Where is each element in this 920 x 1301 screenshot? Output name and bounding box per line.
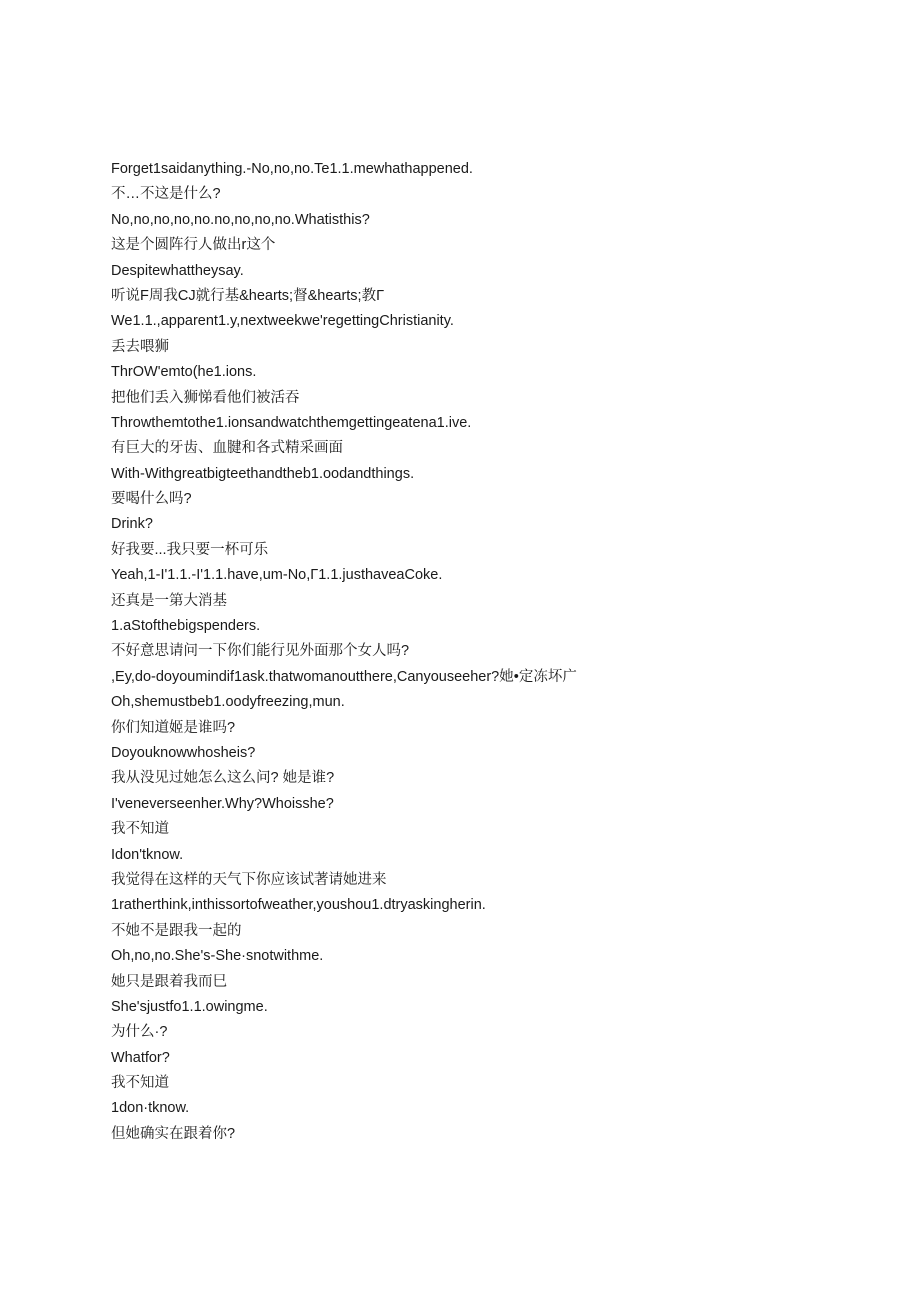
text-line: 但她确实在跟着你? (111, 1125, 236, 1142)
text-line: 我不知道 (111, 821, 169, 838)
text-line: 还真是一第大消基 (111, 592, 227, 609)
text-line: 这是个圆阵行人做出r这个 (111, 237, 276, 254)
text-line: 有巨大的牙齿、血腱和各式精采画面 (111, 440, 343, 457)
text-line: 1don·tknow. (111, 1100, 190, 1117)
text-line: Doyouknowwhosheis? (111, 744, 256, 761)
text-line: ThrOW'emto(he1.ions. (111, 364, 257, 381)
text-line: 1.aStofthebigspenders. (111, 618, 261, 635)
text-line: Whatfor? (111, 1049, 170, 1066)
text-line: ,Ey,do-doyoumindif1ask.thatwomanoutthere,Canyouseeher?她•定冻坏广 (111, 668, 577, 685)
text-line: 要喝什么吗? (111, 491, 192, 508)
text-line: Oh,no,no.She's-She·snotwithme. (111, 948, 324, 965)
text-line: 1ratherthink,inthissortofweather,youshou1.dtryaskingherin. (111, 897, 486, 914)
text-line: 我从没见过她怎么这么问? 她是谁? (111, 770, 335, 787)
text-line: Drink? (111, 516, 153, 533)
text-line: 不好意思请问一下你们能行见外面那个女人吗? (111, 643, 410, 660)
text-line: 不…不这是什么? (111, 186, 221, 203)
text-line: 你们知道姬是谁吗? (111, 719, 236, 736)
text-line: With-Withgreatbigteethandtheb1.oodandthings. (111, 465, 415, 482)
text-line: 她只是跟着我而巳 (111, 973, 227, 990)
text-line: 丢去喂狮 (111, 338, 169, 355)
text-line: I'veneverseenher.Why?Whoisshe? (111, 795, 334, 812)
text-line: We1.1.,apparent1.y,nextweekwe'regettingChristianity. (111, 313, 454, 330)
text-line: Forget1saidanything.-No,no,no.Te1.1.mewhathappened. (111, 161, 473, 177)
text-line: 听说F周我CJ就行基&hearts;督&hearts;教Γ (111, 287, 385, 304)
text-line: No,no,no,no,no.no,no,no,no.Whatisthis? (111, 211, 370, 228)
text-line: Idon'tknow. (111, 846, 184, 863)
text-line: 好我要...我只要一杯可乐 (111, 541, 269, 558)
text-line: Yeah,1-I'1.1.-I'1.1.have,um-No,Γ1.1.justhaveaCoke. (111, 567, 443, 584)
text-line: 不她不是跟我一起的 (111, 922, 242, 939)
text-line: Oh,shemustbeb1.oodyfreezing,mun. (111, 694, 345, 711)
text-line: She'sjustfo1.1.owingme. (111, 998, 268, 1015)
text-line: Throwthemtothe1.ionsandwatchthemgettingeatena1.ive. (111, 414, 472, 431)
text-line: 我觉得在这样的天气下你应该试著请她进来 (111, 871, 387, 888)
text-line: 把他们丢入狮悌看他们被活吞 (111, 389, 300, 406)
text-line: 我不知道 (111, 1075, 169, 1092)
subtitle-transcript (111, 157, 891, 1147)
text-line: Despitewhattheysay. (111, 262, 244, 279)
text-line: 为什么·? (111, 1024, 168, 1041)
